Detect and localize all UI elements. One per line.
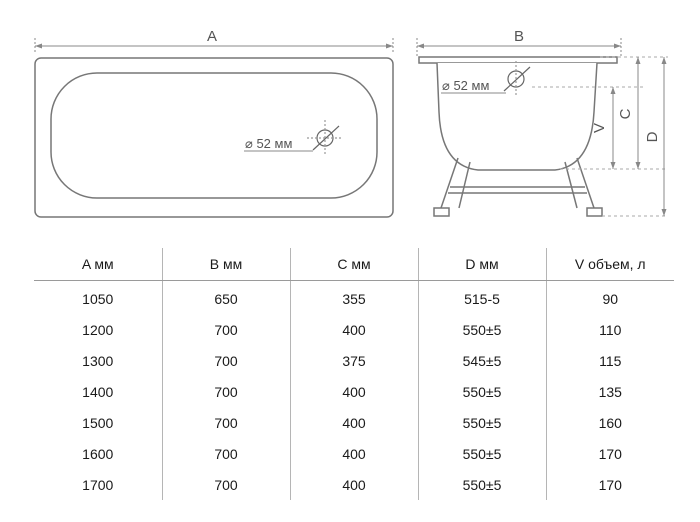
cell-b: 700 — [162, 407, 290, 438]
cell-d: 550±5 — [418, 469, 546, 500]
cell-c: 355 — [290, 281, 418, 315]
cell-b: 700 — [162, 438, 290, 469]
cell-c: 400 — [290, 407, 418, 438]
top-view — [35, 28, 393, 217]
table-row — [34, 469, 674, 500]
cell-b: 700 — [162, 376, 290, 407]
cell-c: 375 — [290, 345, 418, 376]
dimension-v-line — [611, 87, 616, 169]
table-row — [34, 407, 674, 438]
header-a: A мм — [34, 248, 162, 281]
cell-d: 545±5 — [418, 345, 546, 376]
side-view — [417, 28, 668, 216]
drain-diameter-label: ⌀ 52 мм — [245, 136, 293, 151]
cell-d: 550±5 — [418, 407, 546, 438]
table-row — [34, 376, 674, 407]
table-row — [34, 345, 674, 376]
cell-d: 550±5 — [418, 438, 546, 469]
cell-a: 1050 — [82, 290, 114, 307]
cell-a: 1200 — [82, 321, 114, 338]
specs-table — [34, 248, 674, 500]
cell-v: 110 — [546, 314, 674, 345]
cell-v: 170 — [546, 438, 674, 469]
header-b: B мм — [162, 248, 290, 281]
header-v: V объем, л — [546, 248, 674, 281]
dimension-a-label: A — [206, 28, 218, 45]
table-row — [34, 314, 674, 345]
cell-v: 115 — [546, 345, 674, 376]
header-c: C мм — [290, 248, 418, 281]
cell-d: 550±5 — [418, 376, 546, 407]
cell-b: 700 — [162, 469, 290, 500]
cell-v: 160 — [546, 407, 674, 438]
table-row — [34, 438, 674, 469]
cell-a: 1300 — [82, 352, 114, 369]
dimension-c-line — [636, 57, 641, 169]
cell-d: 550±5 — [418, 314, 546, 345]
header-d: D мм — [418, 248, 546, 281]
cell-b: 700 — [162, 314, 290, 345]
side-drain-diameter-label: ⌀ 52 мм — [442, 78, 490, 93]
cell-a: 1700 — [82, 476, 114, 493]
cell-a: 1400 — [82, 383, 114, 400]
dimension-d-label: D — [644, 131, 661, 143]
bathtub-side-rim — [419, 57, 617, 63]
dimension-c-label: C — [617, 108, 634, 120]
dimension-d-line — [662, 57, 667, 216]
cell-d: 515-5 — [418, 281, 546, 315]
cell-c: 400 — [290, 376, 418, 407]
dimension-v-label: V — [591, 122, 608, 134]
cell-b: 650 — [162, 281, 290, 315]
cell-v: 170 — [546, 469, 674, 500]
cell-c: 400 — [290, 438, 418, 469]
cell-c: 400 — [290, 314, 418, 345]
cell-b: 700 — [162, 345, 290, 376]
bathtub-diagram — [0, 0, 700, 240]
cell-v: 135 — [546, 376, 674, 407]
dimension-b-label: B — [513, 28, 525, 45]
table-header-row — [34, 248, 674, 281]
cell-c: 400 — [290, 469, 418, 500]
cell-a: 1500 — [82, 414, 114, 431]
cell-v: 90 — [546, 281, 674, 315]
table-row — [34, 281, 674, 315]
cell-a: 1600 — [82, 445, 114, 462]
